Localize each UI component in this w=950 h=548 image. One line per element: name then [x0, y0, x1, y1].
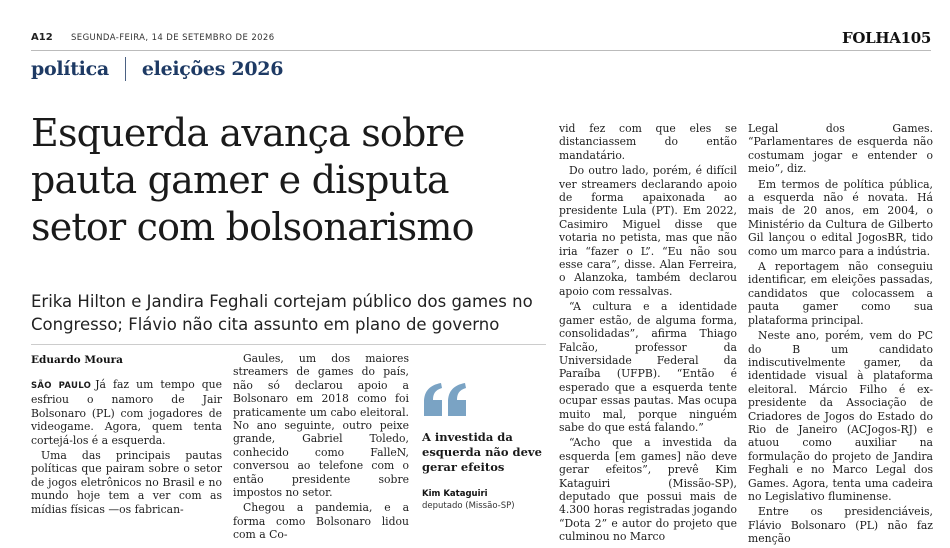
article-headline: Esquerda avança sobre pauta gamer e disputa setor com bolsonarismo — [31, 111, 474, 249]
paragraph: vid fez com que eles se distanciassem do então mandatário. — [559, 122, 737, 162]
paragraph: Do outro lado, porém, é difícil ver streamers declarando apoio de forma apaixonada ao presidente Lula (PT). Em 2022, Casimiro Miguel disse que votaria no petista, mas que não iria “fazer o L”. “Eu não sou esse cara”, disse. Alan Ferreira, o Alanzoka, também declarou apoio com ressalvas. — [559, 164, 737, 298]
masthead-logo: FOLHA105 — [842, 29, 931, 47]
paragraph: Em termos de política pública, a esquerda não é novata. Há mais de 20 anos, em 2004, o Ministério da Cultura de Gilberto Gil lançou o edital JogosBR, tido como um marco para a indústria. — [748, 177, 933, 258]
header-rule — [31, 50, 931, 51]
paragraph: Legal dos Games. “Parlamentares de esquerda não costumam jogar e entender o meio”, diz. — [748, 122, 933, 176]
article-column-4 — [748, 122, 933, 548]
section-divider — [125, 57, 126, 81]
pull-quote-role: deputado (Missão-SP) — [422, 501, 515, 511]
article-subhead: Erika Hilton e Jandira Feghali cortejam público dos games no Congresso; Flávio não cita assunto em plano de governo — [31, 292, 533, 334]
section-label — [31, 56, 283, 82]
paragraph: Chegou a pandemia, e a forma como Bolsonaro lidou com a Co- — [233, 501, 409, 542]
paragraph: Entre os presidenciáveis, Flávio Bolsonaro (PL) não faz menção — [748, 505, 933, 546]
pull-quote-text: A investida da esquerda não deve gerar efeitos — [422, 430, 542, 474]
pull-quote — [422, 382, 548, 511]
page-header — [31, 28, 931, 50]
article-column-1 — [31, 378, 222, 518]
article-byline: Eduardo Moura — [31, 354, 123, 366]
paragraph: Uma das principais pautas políticas que pairam sobre o setor de jogos eletrônicos no Brasil e no mundo hoje tem a ver com as mídias físicas —os fabrican- — [31, 449, 222, 516]
paragraph: A reportagem não conseguiu identificar, em eleições passadas, candidatos que colocassem a pauta gamer como sua plataforma principal. — [748, 260, 933, 327]
paragraph: “A cultura e a identidade gamer estão, de alguma forma, consolidadas”, afirma Thiago Falcão, professor da Universidade Federal da Paraíba (UFPB). “Então é esperado que a esquerda tente ocupar essas pautas. Mas ocupa muito mal, porque ninguém sabe do que está falando.” — [559, 300, 737, 434]
subhead-rule — [31, 344, 546, 345]
article-column-3 — [559, 122, 737, 546]
article-column-2 — [233, 352, 409, 544]
paragraph-text: Já faz um tempo que esfriou o namoro de Jair Bolsonaro (PL) com jogadores de videogame. Agora, quem tenta cortejá-los é a esquerda. — [31, 378, 222, 447]
article-dateline: SÃO PAULO — [31, 381, 92, 391]
section-primary: política — [31, 58, 109, 80]
quote-icon — [422, 382, 470, 418]
section-secondary: eleições 2026 — [141, 58, 284, 80]
pull-quote-author: Kim Kataguiri — [422, 489, 488, 499]
paragraph: Neste ano, porém, vem do PC do B um candidato indiscutivelmente gamer, da identidade visual à plataforma eleitoral. Márcio Filho é ex-presidente da Associação de Criadores de Jogos do Estado do Rio de Janeiro (ACJogos-RJ) e atuou como auxiliar na formulação do projeto de Jandira Feghali e no Marco Legal dos Games. Agora, tenta uma cadeira no Legislativo fluminense. — [748, 329, 933, 503]
paragraph — [31, 378, 222, 447]
paragraph: “Acho que a investida da esquerda [em games] não deve gerar efeitos”, prevê Kim Kataguiri (Missão-SP), deputado que possui mais de 4.300 horas registradas jogando “Dota 2” e autor do projeto que culminou no Marco — [559, 436, 737, 544]
page-date: SEGUNDA-FEIRA, 14 DE SETEMBRO DE 2026 — [71, 33, 275, 43]
paragraph: Gaules, um dos maiores streamers de games do país, não só declarou apoio a Bolsonaro em 2018 como foi praticamente um cabo eleitoral. No ano seguinte, outro peixe grande, Gabriel Toledo, conhecido como FalleN, conversou ao telefone com o então presidente sobre impostos no setor. — [233, 352, 409, 500]
page-number: A12 — [31, 32, 53, 43]
